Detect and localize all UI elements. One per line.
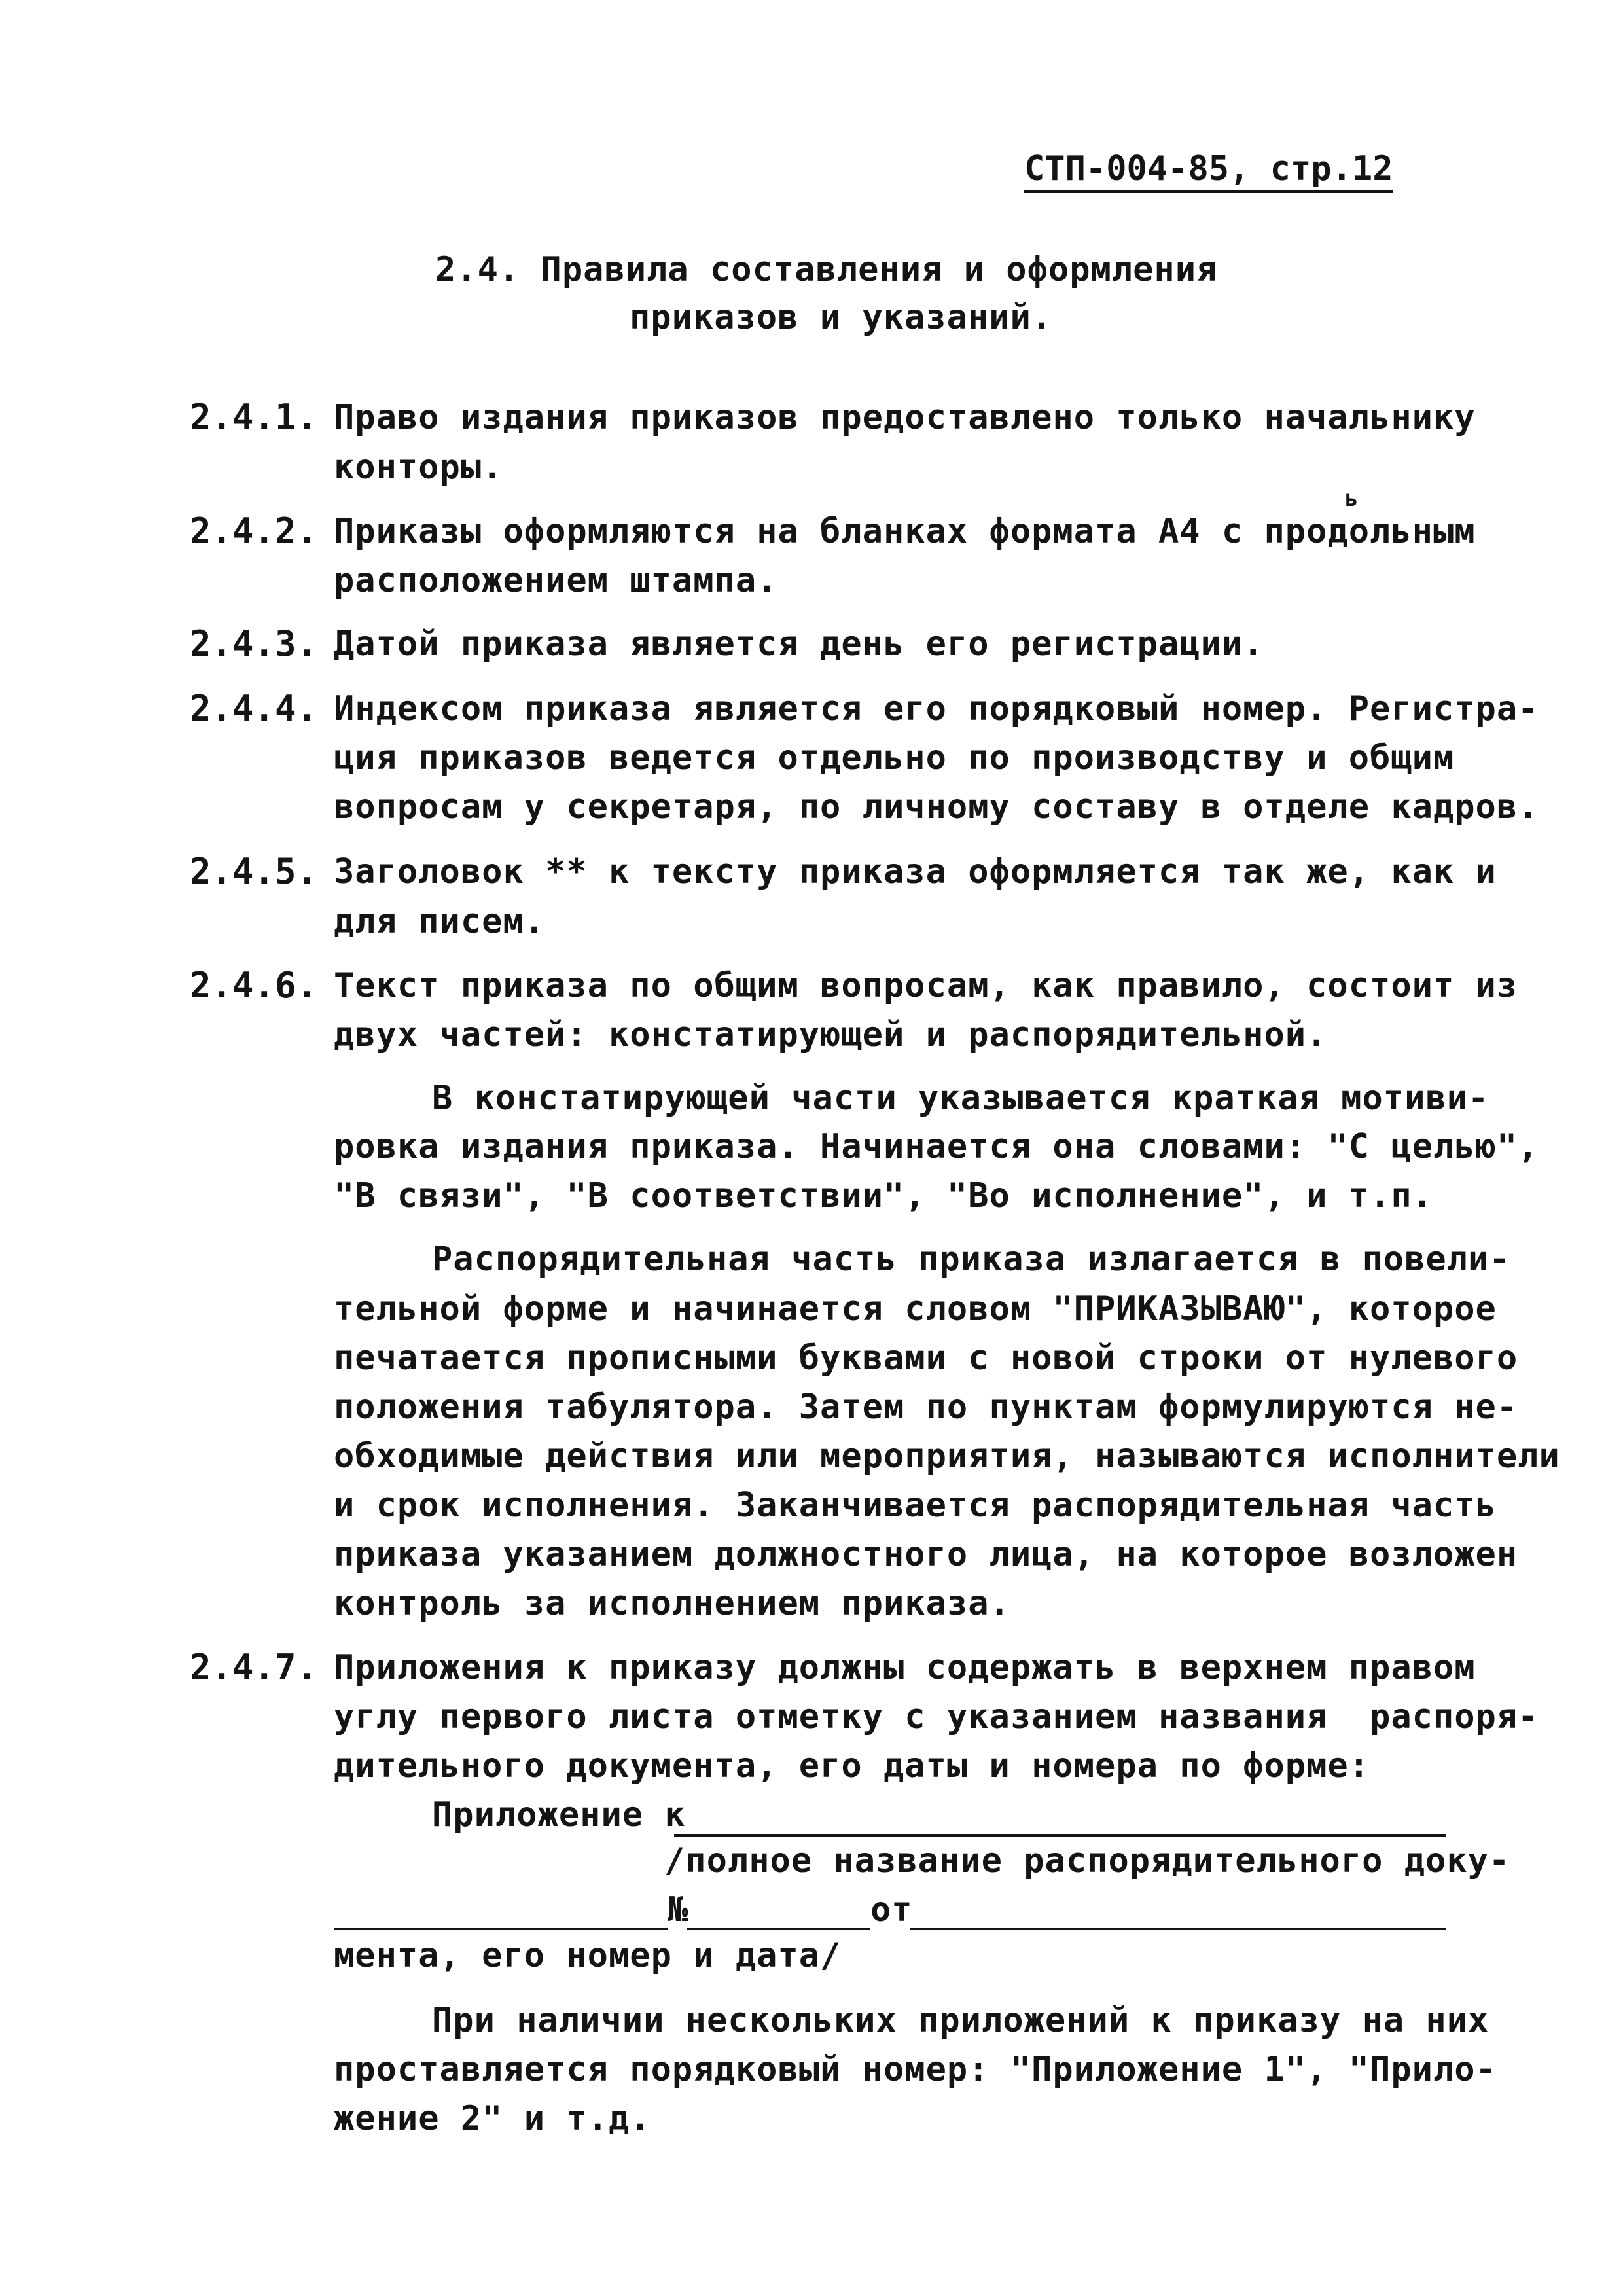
paragraph-line: жение 2" и т.д. bbox=[334, 2099, 651, 2138]
item-number: 2.4.7. bbox=[190, 1647, 318, 1688]
item-number: 2.4.1. bbox=[190, 397, 318, 438]
paragraph-line: приказа указанием должностного лица, на которое возложен bbox=[334, 1535, 1518, 1574]
item-text-line: двух частей: констатирующей и распорядительной. bbox=[334, 1015, 1328, 1054]
paragraph-line: обходимые действия или мероприятия, называются исполнители bbox=[334, 1437, 1560, 1476]
page-header: СТП-004-85, стр.12 bbox=[1024, 149, 1393, 193]
form-from-label: от bbox=[870, 1890, 913, 1929]
item-text-line: Право издания приказов предоставлено только начальнику bbox=[334, 398, 1476, 437]
section-title-line-1: 2.4. Правила составления и оформления bbox=[435, 250, 1218, 289]
form-blank-line bbox=[910, 1928, 1446, 1930]
form-label-appendix-to: Приложение к bbox=[432, 1795, 686, 1835]
item-text-line: Заголовок ** к тексту приказа оформляется так же, как и bbox=[334, 852, 1497, 891]
item-text-line: Датой приказа является день его регистрации. bbox=[334, 624, 1264, 664]
paragraph-line: В констатирующей части указывается краткая мотиви- bbox=[432, 1079, 1489, 1118]
paragraph-line: положения табулятора. Затем по пунктам формулируются не- bbox=[334, 1388, 1518, 1427]
item-text-line: дительного документа, его даты и номера по форме: bbox=[334, 1746, 1370, 1785]
item-text-line: вопросам у секретаря, по личному составу в отделе кадров. bbox=[334, 787, 1539, 827]
form-caption-document-name: /полное название распорядительного доку- bbox=[664, 1841, 1510, 1880]
item-number: 2.4.3. bbox=[190, 623, 318, 664]
item-text-line: углу первого листа отметку с указанием названия распоря- bbox=[334, 1697, 1539, 1736]
item-number: 2.4.5. bbox=[190, 851, 318, 892]
form-blank-line bbox=[674, 1834, 1446, 1837]
form-blank-line bbox=[334, 1928, 668, 1930]
item-text-line: для писем. bbox=[334, 902, 546, 941]
handwritten-correction-mark: ь bbox=[1345, 486, 1359, 512]
item-number: 2.4.6. bbox=[190, 965, 318, 1006]
item-text-line: Приказы оформляются на бланках формата А4 с продольным bbox=[334, 512, 1476, 551]
item-text-line: Приложения к приказу должны содержать в верхнем правом bbox=[334, 1648, 1476, 1687]
item-text-line: ция приказов ведется отдельно по производству и общим bbox=[334, 738, 1455, 778]
form-blank-line bbox=[687, 1928, 870, 1930]
item-number: 2.4.2. bbox=[190, 511, 318, 552]
paragraph-line: контроль за исполнением приказа. bbox=[334, 1584, 1010, 1623]
form-number-sign: № bbox=[668, 1890, 689, 1929]
form-caption-number-date: мента, его номер и дата/ bbox=[334, 1936, 842, 1975]
item-text-line: Индексом приказа является его порядковый номер. Регистра- bbox=[334, 689, 1539, 728]
item-text-line: конторы. bbox=[334, 448, 503, 487]
paragraph-line: ровка издания приказа. Начинается она словами: "С целью", bbox=[334, 1127, 1539, 1166]
paragraph-line: При наличии нескольких приложений к приказу на них bbox=[432, 2001, 1489, 2040]
item-text-line: расположением штампа. bbox=[334, 561, 778, 600]
paragraph-line: "В связи", "В соответствии", "Во исполнение", и т.п. bbox=[334, 1176, 1433, 1215]
paragraph-line: проставляется порядковый номер: "Приложение 1", "Прило- bbox=[334, 2050, 1497, 2089]
item-number: 2.4.4. bbox=[190, 688, 318, 729]
paragraph-line: тельной форме и начинается словом "ПРИКАЗЫВАЮ", которое bbox=[334, 1289, 1497, 1329]
paragraph-line: печатается прописными буквами с новой строки от нулевого bbox=[334, 1338, 1518, 1378]
section-title-line-2: приказов и указаний. bbox=[630, 298, 1053, 337]
paragraph-line: Распорядительная часть приказа излагается в повели- bbox=[432, 1240, 1510, 1279]
item-text-line: Текст приказа по общим вопросам, как правило, состоит из bbox=[334, 966, 1518, 1005]
paragraph-line: и срок исполнения. Заканчивается распорядительная часть bbox=[334, 1486, 1497, 1525]
